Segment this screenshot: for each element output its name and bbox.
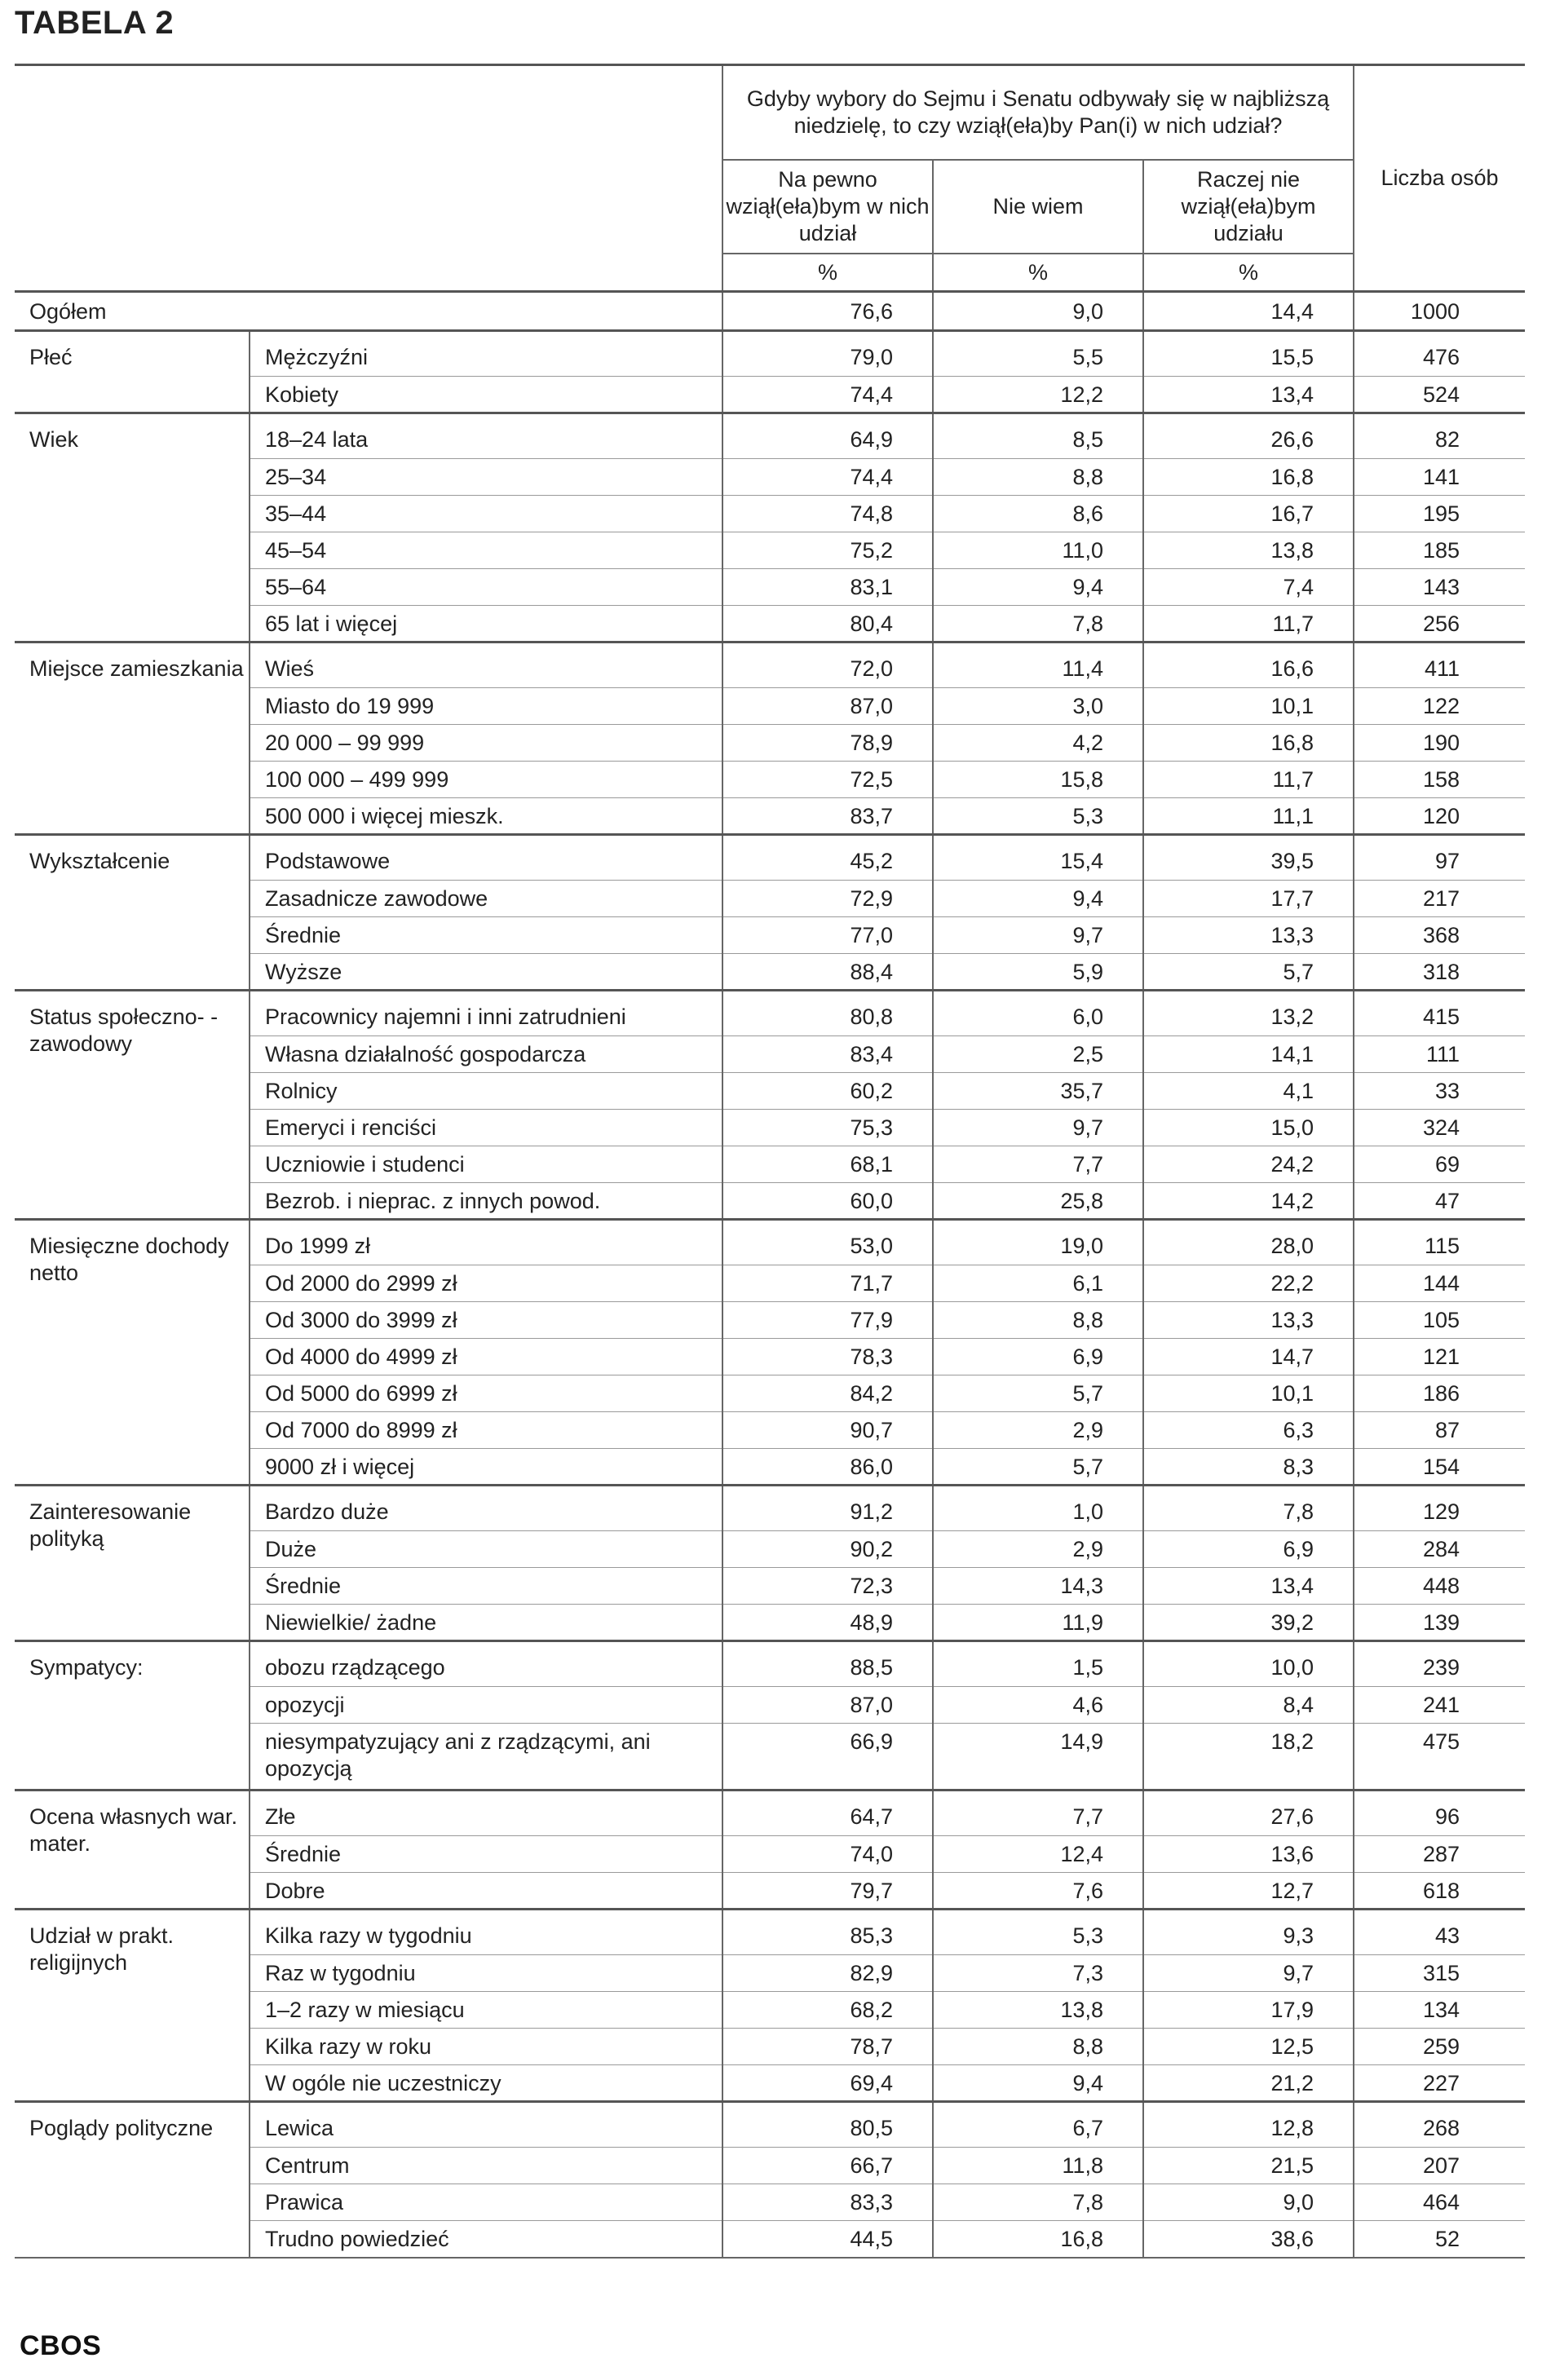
row-count: 139 <box>1354 1605 1525 1641</box>
value-rather-not: 16,8 <box>1143 459 1354 496</box>
value-dont-know: 8,8 <box>933 459 1143 496</box>
value-rather-not: 6,9 <box>1143 1531 1354 1568</box>
value-rather-not: 8,4 <box>1143 1687 1354 1724</box>
value-dont-know: 11,8 <box>933 2148 1143 2184</box>
value-definitely: 78,3 <box>722 1339 933 1375</box>
group-label: Miesięczne dochody netto <box>15 1220 250 1486</box>
row-label: 500 000 i więcej mieszk. <box>250 798 722 835</box>
table-row <box>15 1220 1525 1265</box>
value-rather-not: 15,5 <box>1143 331 1354 377</box>
value-dont-know: 8,6 <box>933 496 1143 532</box>
value-dont-know: 12,4 <box>933 1836 1143 1873</box>
group-label: Status społeczno- -zawodowy <box>15 991 250 1220</box>
row-count: 318 <box>1354 954 1525 991</box>
row-label: Centrum <box>250 2148 722 2184</box>
table-row <box>15 331 1525 377</box>
row-label: Emeryci i renciści <box>250 1110 722 1146</box>
row-label: Średnie <box>250 1836 722 1873</box>
row-label: Średnie <box>250 1568 722 1605</box>
row-count: 195 <box>1354 496 1525 532</box>
value-dont-know: 15,4 <box>933 835 1143 881</box>
value-rather-not: 13,6 <box>1143 1836 1354 1873</box>
value-dont-know: 1,5 <box>933 1641 1143 1687</box>
table-row <box>15 1791 1525 1836</box>
value-dont-know: 6,9 <box>933 1339 1143 1375</box>
row-count: 324 <box>1354 1110 1525 1146</box>
header-col-definitely: Na pewno wziął(eła)bym w nich udział <box>722 160 933 254</box>
value-definitely: 69,4 <box>722 2065 933 2102</box>
row-count: 185 <box>1354 532 1525 569</box>
value-definitely: 71,7 <box>722 1265 933 1302</box>
value-rather-not: 15,0 <box>1143 1110 1354 1146</box>
value-dont-know: 1,0 <box>933 1486 1143 1531</box>
value-rather-not: 9,7 <box>1143 1955 1354 1992</box>
total-value: 14,4 <box>1143 292 1354 331</box>
table-body <box>15 292 1525 2258</box>
table-row <box>15 1641 1525 1687</box>
row-label: Raz w tygodniu <box>250 1955 722 1992</box>
row-count: 115 <box>1354 1220 1525 1265</box>
value-definitely: 72,5 <box>722 762 933 798</box>
row-count: 43 <box>1354 1910 1525 1955</box>
value-rather-not: 28,0 <box>1143 1220 1354 1265</box>
value-rather-not: 12,7 <box>1143 1873 1354 1910</box>
row-count: 315 <box>1354 1955 1525 1992</box>
value-definitely: 83,3 <box>722 2184 933 2221</box>
value-definitely: 88,5 <box>722 1641 933 1687</box>
value-dont-know: 8,8 <box>933 1302 1143 1339</box>
value-definitely: 74,4 <box>722 377 933 413</box>
header-percent: % <box>933 254 1143 292</box>
value-dont-know: 5,3 <box>933 798 1143 835</box>
value-rather-not: 14,7 <box>1143 1339 1354 1375</box>
value-definitely: 85,3 <box>722 1910 933 1955</box>
value-dont-know: 5,7 <box>933 1375 1143 1412</box>
value-dont-know: 5,5 <box>933 331 1143 377</box>
row-label: Bezrob. i nieprac. z innych powod. <box>250 1183 722 1220</box>
value-rather-not: 26,6 <box>1143 413 1354 459</box>
value-dont-know: 7,7 <box>933 1146 1143 1183</box>
row-label: Mężczyźni <box>250 331 722 377</box>
value-dont-know: 12,2 <box>933 377 1143 413</box>
row-label: Do 1999 zł <box>250 1220 722 1265</box>
header-col-dont-know: Nie wiem <box>933 160 1143 254</box>
table-title: TABELA 2 <box>15 5 175 41</box>
header-percent: % <box>722 254 933 292</box>
row-label: Lewica <box>250 2102 722 2148</box>
total-value: 76,6 <box>722 292 933 331</box>
value-dont-know: 9,4 <box>933 2065 1143 2102</box>
value-definitely: 66,9 <box>722 1724 933 1791</box>
value-rather-not: 16,7 <box>1143 496 1354 532</box>
value-dont-know: 11,0 <box>933 532 1143 569</box>
header-count: Liczba osób <box>1354 65 1525 292</box>
value-definitely: 48,9 <box>722 1605 933 1641</box>
value-definitely: 91,2 <box>722 1486 933 1531</box>
row-count: 475 <box>1354 1724 1525 1791</box>
row-count: 284 <box>1354 1531 1525 1568</box>
value-dont-know: 5,9 <box>933 954 1143 991</box>
value-dont-know: 7,8 <box>933 606 1143 642</box>
row-count: 239 <box>1354 1641 1525 1687</box>
value-rather-not: 13,3 <box>1143 917 1354 954</box>
value-definitely: 83,4 <box>722 1036 933 1073</box>
value-dont-know: 2,9 <box>933 1531 1143 1568</box>
row-label: opozycji <box>250 1687 722 1724</box>
row-count: 190 <box>1354 725 1525 762</box>
value-dont-know: 2,9 <box>933 1412 1143 1449</box>
value-dont-know: 16,8 <box>933 2221 1143 2258</box>
row-label: 20 000 – 99 999 <box>250 725 722 762</box>
group-label: Ocena własnych war. mater. <box>15 1791 250 1910</box>
value-rather-not: 5,7 <box>1143 954 1354 991</box>
value-dont-know: 35,7 <box>933 1073 1143 1110</box>
value-definitely: 80,4 <box>722 606 933 642</box>
row-count: 143 <box>1354 569 1525 606</box>
value-rather-not: 4,1 <box>1143 1073 1354 1110</box>
row-count: 105 <box>1354 1302 1525 1339</box>
group-label: Miejsce zamieszkania <box>15 642 250 835</box>
row-label: W ogóle nie uczestniczy <box>250 2065 722 2102</box>
row-count: 129 <box>1354 1486 1525 1531</box>
row-count: 97 <box>1354 835 1525 881</box>
value-dont-know: 5,7 <box>933 1449 1143 1486</box>
value-definitely: 75,3 <box>722 1110 933 1146</box>
value-rather-not: 13,4 <box>1143 1568 1354 1605</box>
value-dont-know: 19,0 <box>933 1220 1143 1265</box>
value-definitely: 87,0 <box>722 1687 933 1724</box>
row-count: 141 <box>1354 459 1525 496</box>
row-label: Duże <box>250 1531 722 1568</box>
row-label: Podstawowe <box>250 835 722 881</box>
table-row <box>15 1910 1525 1955</box>
row-count: 33 <box>1354 1073 1525 1110</box>
header-col-rather-not: Raczej nie wziął(eła)bym udziału <box>1143 160 1354 254</box>
value-rather-not: 10,1 <box>1143 688 1354 725</box>
value-definitely: 90,2 <box>722 1531 933 1568</box>
value-definitely: 86,0 <box>722 1449 933 1486</box>
value-rather-not: 12,5 <box>1143 2029 1354 2065</box>
value-rather-not: 16,6 <box>1143 642 1354 688</box>
value-dont-know: 4,6 <box>933 1687 1143 1724</box>
row-count: 287 <box>1354 1836 1525 1873</box>
row-count: 217 <box>1354 881 1525 917</box>
value-rather-not: 9,0 <box>1143 2184 1354 2221</box>
value-rather-not: 7,4 <box>1143 569 1354 606</box>
row-count: 121 <box>1354 1339 1525 1375</box>
row-label: Złe <box>250 1791 722 1836</box>
value-dont-know: 8,5 <box>933 413 1143 459</box>
total-label: Ogółem <box>15 292 722 331</box>
value-definitely: 90,7 <box>722 1412 933 1449</box>
value-dont-know: 5,3 <box>933 1910 1143 1955</box>
value-definitely: 78,7 <box>722 2029 933 2065</box>
value-definitely: 74,8 <box>722 496 933 532</box>
value-dont-know: 6,0 <box>933 991 1143 1036</box>
value-definitely: 84,2 <box>722 1375 933 1412</box>
value-definitely: 79,0 <box>722 331 933 377</box>
group-label: Udział w prakt. religijnych <box>15 1910 250 2102</box>
value-dont-know: 25,8 <box>933 1183 1143 1220</box>
value-rather-not: 14,1 <box>1143 1036 1354 1073</box>
row-label: Własna działalność gospodarcza <box>250 1036 722 1073</box>
value-rather-not: 14,2 <box>1143 1183 1354 1220</box>
row-label: Zasadnicze zawodowe <box>250 881 722 917</box>
row-label: Od 7000 do 8999 zł <box>250 1412 722 1449</box>
value-definitely: 64,7 <box>722 1791 933 1836</box>
source-logo: CBOS <box>20 2330 102 2361</box>
value-rather-not: 39,2 <box>1143 1605 1354 1641</box>
row-label: Kilka razy w tygodniu <box>250 1910 722 1955</box>
value-definitely: 72,0 <box>722 642 933 688</box>
row-count: 158 <box>1354 762 1525 798</box>
value-definitely: 45,2 <box>722 835 933 881</box>
row-label: Wieś <box>250 642 722 688</box>
row-count: 134 <box>1354 1992 1525 2029</box>
value-dont-know: 7,3 <box>933 1955 1143 1992</box>
row-count: 47 <box>1354 1183 1525 1220</box>
value-definitely: 87,0 <box>722 688 933 725</box>
row-label: obozu rządzącego <box>250 1641 722 1687</box>
value-dont-know: 6,1 <box>933 1265 1143 1302</box>
row-label: Od 2000 do 2999 zł <box>250 1265 722 1302</box>
row-count: 87 <box>1354 1412 1525 1449</box>
value-rather-not: 10,0 <box>1143 1641 1354 1687</box>
group-label: Sympatycy: <box>15 1641 250 1791</box>
data-table <box>15 64 1525 2259</box>
row-count: 618 <box>1354 1873 1525 1910</box>
value-rather-not: 27,6 <box>1143 1791 1354 1836</box>
header-blank-cell <box>15 65 722 292</box>
row-label: Od 4000 do 4999 zł <box>250 1339 722 1375</box>
value-definitely: 88,4 <box>722 954 933 991</box>
row-label: 55–64 <box>250 569 722 606</box>
value-rather-not: 9,3 <box>1143 1910 1354 1955</box>
value-definitely: 74,0 <box>722 1836 933 1873</box>
value-dont-know: 9,7 <box>933 1110 1143 1146</box>
row-count: 268 <box>1354 2102 1525 2148</box>
value-dont-know: 2,5 <box>933 1036 1143 1073</box>
row-label: Miasto do 19 999 <box>250 688 722 725</box>
value-definitely: 74,4 <box>722 459 933 496</box>
row-count: 256 <box>1354 606 1525 642</box>
row-count: 154 <box>1354 1449 1525 1486</box>
row-label: Trudno powiedzieć <box>250 2221 722 2258</box>
value-definitely: 53,0 <box>722 1220 933 1265</box>
row-label: Od 5000 do 6999 zł <box>250 1375 722 1412</box>
value-rather-not: 17,9 <box>1143 1992 1354 2029</box>
value-rather-not: 13,8 <box>1143 532 1354 569</box>
row-count: 524 <box>1354 377 1525 413</box>
row-label: 25–34 <box>250 459 722 496</box>
value-dont-know: 15,8 <box>933 762 1143 798</box>
value-dont-know: 11,4 <box>933 642 1143 688</box>
row-label: Uczniowie i studenci <box>250 1146 722 1183</box>
table-row <box>15 413 1525 459</box>
value-definitely: 79,7 <box>722 1873 933 1910</box>
row-label: 45–54 <box>250 532 722 569</box>
value-definitely: 78,9 <box>722 725 933 762</box>
value-dont-know: 13,8 <box>933 1992 1143 2029</box>
value-rather-not: 8,3 <box>1143 1449 1354 1486</box>
value-rather-not: 22,2 <box>1143 1265 1354 1302</box>
value-definitely: 80,8 <box>722 991 933 1036</box>
value-dont-know: 7,8 <box>933 2184 1143 2221</box>
total-row <box>15 292 1525 331</box>
row-count: 122 <box>1354 688 1525 725</box>
group-label: Wykształcenie <box>15 835 250 991</box>
row-label: 1–2 razy w miesiącu <box>250 1992 722 2029</box>
row-label: Średnie <box>250 917 722 954</box>
row-count: 476 <box>1354 331 1525 377</box>
table-row <box>15 2102 1525 2148</box>
value-rather-not: 18,2 <box>1143 1724 1354 1791</box>
value-rather-not: 24,2 <box>1143 1146 1354 1183</box>
value-definitely: 83,7 <box>722 798 933 835</box>
group-label: Poglądy polityczne <box>15 2102 250 2258</box>
row-label: 9000 zł i więcej <box>250 1449 722 1486</box>
group-label: Zainteresowanie polityką <box>15 1486 250 1641</box>
row-label: Bardzo duże <box>250 1486 722 1531</box>
value-rather-not: 21,5 <box>1143 2148 1354 2184</box>
value-dont-know: 6,7 <box>933 2102 1143 2148</box>
value-definitely: 80,5 <box>722 2102 933 2148</box>
value-dont-know: 14,3 <box>933 1568 1143 1605</box>
table-row <box>15 642 1525 688</box>
value-definitely: 64,9 <box>722 413 933 459</box>
value-dont-know: 8,8 <box>933 2029 1143 2065</box>
row-count: 111 <box>1354 1036 1525 1073</box>
value-dont-know: 4,2 <box>933 725 1143 762</box>
row-count: 144 <box>1354 1265 1525 1302</box>
row-count: 186 <box>1354 1375 1525 1412</box>
value-rather-not: 13,2 <box>1143 991 1354 1036</box>
row-count: 82 <box>1354 413 1525 459</box>
table-row <box>15 991 1525 1036</box>
value-rather-not: 13,3 <box>1143 1302 1354 1339</box>
value-rather-not: 39,5 <box>1143 835 1354 881</box>
row-label: 35–44 <box>250 496 722 532</box>
value-dont-know: 7,6 <box>933 1873 1143 1910</box>
value-definitely: 83,1 <box>722 569 933 606</box>
value-rather-not: 13,4 <box>1143 377 1354 413</box>
value-definitely: 68,1 <box>722 1146 933 1183</box>
row-label: 100 000 – 499 999 <box>250 762 722 798</box>
value-definitely: 75,2 <box>722 532 933 569</box>
row-count: 415 <box>1354 991 1525 1036</box>
row-count: 52 <box>1354 2221 1525 2258</box>
row-label: Pracownicy najemni i inni zatrudnieni <box>250 991 722 1036</box>
value-definitely: 72,3 <box>722 1568 933 1605</box>
row-count: 207 <box>1354 2148 1525 2184</box>
row-count: 69 <box>1354 1146 1525 1183</box>
value-dont-know: 7,7 <box>933 1791 1143 1836</box>
value-rather-not: 38,6 <box>1143 2221 1354 2258</box>
row-count: 241 <box>1354 1687 1525 1724</box>
value-definitely: 60,0 <box>722 1183 933 1220</box>
value-rather-not: 11,1 <box>1143 798 1354 835</box>
value-dont-know: 9,4 <box>933 881 1143 917</box>
row-label: Kilka razy w roku <box>250 2029 722 2065</box>
row-label: Wyższe <box>250 954 722 991</box>
row-count: 368 <box>1354 917 1525 954</box>
value-rather-not: 17,7 <box>1143 881 1354 917</box>
value-definitely: 44,5 <box>722 2221 933 2258</box>
row-label: Kobiety <box>250 377 722 413</box>
group-label: Płeć <box>15 331 250 413</box>
value-rather-not: 21,2 <box>1143 2065 1354 2102</box>
table-row <box>15 1486 1525 1531</box>
value-dont-know: 14,9 <box>933 1724 1143 1791</box>
value-definitely: 60,2 <box>722 1073 933 1110</box>
value-dont-know: 9,7 <box>933 917 1143 954</box>
value-rather-not: 7,8 <box>1143 1486 1354 1531</box>
value-definitely: 77,0 <box>722 917 933 954</box>
value-definitely: 72,9 <box>722 881 933 917</box>
row-label: Niewielkie/ żadne <box>250 1605 722 1641</box>
row-label: 18–24 lata <box>250 413 722 459</box>
value-definitely: 68,2 <box>722 1992 933 2029</box>
row-label: 65 lat i więcej <box>250 606 722 642</box>
value-rather-not: 12,8 <box>1143 2102 1354 2148</box>
value-definitely: 77,9 <box>722 1302 933 1339</box>
value-rather-not: 11,7 <box>1143 762 1354 798</box>
value-rather-not: 6,3 <box>1143 1412 1354 1449</box>
total-count: 1000 <box>1354 292 1525 331</box>
value-rather-not: 11,7 <box>1143 606 1354 642</box>
header-percent: % <box>1143 254 1354 292</box>
value-dont-know: 9,4 <box>933 569 1143 606</box>
row-count: 411 <box>1354 642 1525 688</box>
row-label: Dobre <box>250 1873 722 1910</box>
row-count: 259 <box>1354 2029 1525 2065</box>
row-count: 448 <box>1354 1568 1525 1605</box>
value-definitely: 82,9 <box>722 1955 933 1992</box>
row-count: 464 <box>1354 2184 1525 2221</box>
row-count: 227 <box>1354 2065 1525 2102</box>
value-definitely: 66,7 <box>722 2148 933 2184</box>
total-value: 9,0 <box>933 292 1143 331</box>
value-dont-know: 3,0 <box>933 688 1143 725</box>
row-count: 96 <box>1354 1791 1525 1836</box>
row-label: niesympatyzujący ani z rządzącymi, ani opozycją <box>250 1724 722 1791</box>
table-row <box>15 835 1525 881</box>
value-dont-know: 11,9 <box>933 1605 1143 1641</box>
row-label: Rolnicy <box>250 1073 722 1110</box>
group-label: Wiek <box>15 413 250 642</box>
row-count: 120 <box>1354 798 1525 835</box>
value-rather-not: 10,1 <box>1143 1375 1354 1412</box>
row-label: Prawica <box>250 2184 722 2221</box>
header-question: Gdyby wybory do Sejmu i Senatu odbywały się w najbliższą niedzielę, to czy wziął(eła)by Pan(i) w nich udział? <box>722 65 1354 161</box>
value-rather-not: 16,8 <box>1143 725 1354 762</box>
row-label: Od 3000 do 3999 zł <box>250 1302 722 1339</box>
